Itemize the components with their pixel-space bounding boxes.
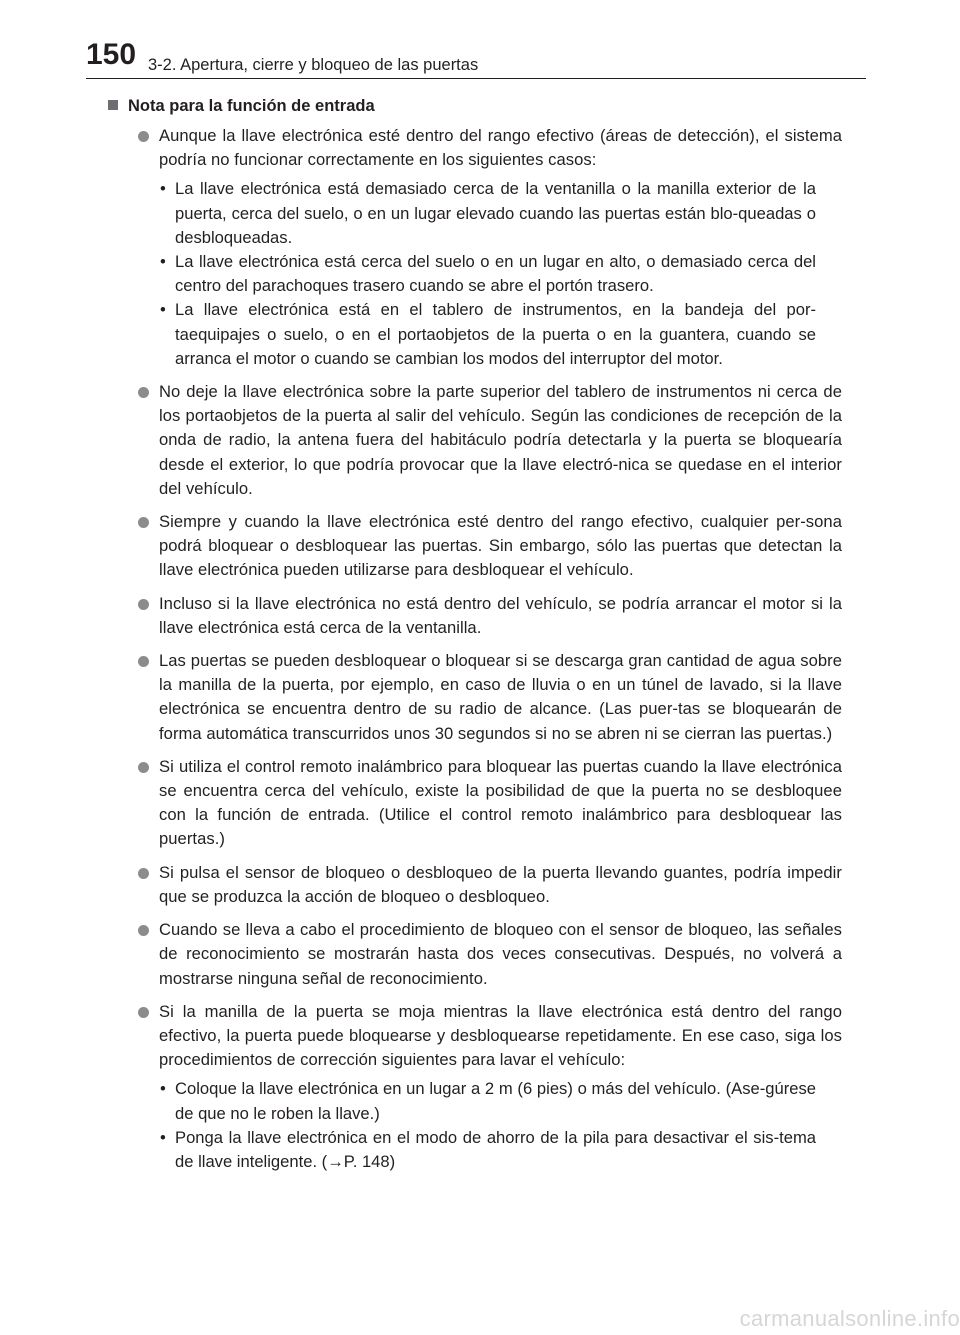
list-item-text: Si utiliza el control remoto inalámbrico para bloquear las puertas cuando la llave electrónica se encuentra cerca del vehículo, existe la posibilidad de que la puerta no se desbloquee con la función de entrada. (Utilice el control remoto inalámbrico para desbloquear las puertas.) [159,756,842,849]
sub-list-item [159,298,842,371]
header-rule [86,78,866,79]
list-item-text: No deje la llave electrónica sobre la parte superior del tablero de instrumentos ni cerca de los portaobjetos de la puerta al salir del vehículo. Según las condiciones de recepción de la onda de radio, la antena fuera del habitáculo podría detectarla y la puerta se bloquearía desde el exterior, lo que podría provocar que la llave electró-nica se quedase en el interior del vehículo. [159,382,842,498]
circle-bullet-icon [138,1007,149,1018]
dot-bullet-icon: • [160,179,166,199]
list-item [136,1000,842,1174]
sub-list-item [159,177,842,250]
page-header [86,38,866,78]
sub-list-item-text: Coloque la llave electrónica en un lugar a 2 m (6 pies) o más del vehículo. (Ase-gúrese de que no le roben la llave.) [175,1079,816,1123]
list-item [136,510,842,583]
list-item-text: Si pulsa el sensor de bloqueo o desbloqueo de la puerta llevando guantes, podría impedir que se produzca la acción de bloqueo o desbloqueo. [159,862,842,906]
list-item-text: Las puertas se pueden desbloquear o bloquear si se descarga gran cantidad de agua sobre la manilla de la puerta, por ejemplo, en caso de lluvia o en un túnel de lavado, si la llave electrónica se encuentra dentro de su radio de alcance. (Las puer-tas se bloquearán de forma automática transcurridos unos 30 segundos si no se abren ni se cierran las puertas.) [159,651,842,743]
sub-list [159,177,842,371]
section-heading [108,95,375,117]
circle-bullet-icon [138,599,149,610]
circle-bullet-icon [138,131,149,142]
list-item [136,755,842,852]
content-list [136,124,842,1183]
sub-list-item [159,250,842,298]
circle-bullet-icon [138,656,149,667]
circle-bullet-icon [138,925,149,936]
list-item [136,649,842,746]
list-item-text: Aunque la llave electrónica esté dentro del rango efectivo (áreas de detección), el sistema podría no funcionar correctamente en los siguientes casos: [159,126,842,170]
sub-list-item [159,1077,842,1125]
circle-bullet-icon [138,517,149,528]
chapter-title: 3-2. Apertura, cierre y bloqueo de las puertas [148,56,479,74]
dot-bullet-icon: • [160,300,166,320]
circle-bullet-icon [138,762,149,773]
watermark: carmanualsonline.info [739,1306,960,1331]
sub-list-item-text: Ponga la llave electrónica en el modo de ahorro de la pila para desactivar el sis-tema de llave inteligente. (→P. 148) [175,1127,816,1171]
sub-list-item [159,1126,842,1174]
section-title: Nota para la función de entrada [128,97,375,115]
square-bullet-icon [108,100,118,110]
dot-bullet-icon: • [160,1079,166,1099]
list-item-text: Siempre y cuando la llave electrónica esté dentro del rango efectivo, cualquier per-sona podrá bloquear o desbloquear las puertas. Sin embargo, sólo las puertas que detectan la llave electrónica pueden utilizarse para desbloquear el vehículo. [159,512,842,580]
list-item-text: Si la manilla de la puerta se moja mientras la llave electrónica está dentro del rango efectivo, la puerta puede bloquearse y desbloquearse repetidamente. En ese caso, siga los procedimientos de corrección siguientes para lavar el vehículo: [159,1001,842,1070]
list-item-text: Incluso si la llave electrónica no está dentro del vehículo, se podría arrancar el motor si la llave electrónica está cerca de la ventanilla. [159,593,842,637]
list-item [136,592,842,640]
dot-bullet-icon: • [160,252,166,272]
sub-list-item-text: La llave electrónica está cerca del suelo o en un lugar en alto, o demasiado cerca del centro del parachoques trasero cuando se abre el portón trasero. [175,252,816,296]
list-item [136,918,842,991]
page-number: 150 [86,38,137,71]
sub-list [159,1077,842,1174]
dot-bullet-icon: • [160,1127,166,1147]
list-item [136,861,842,909]
list-item-text: Cuando se lleva a cabo el procedimiento de bloqueo con el sensor de bloqueo, las señales de reconocimiento se mostrarán hasta dos veces consecutivas. Después, no volverá a mostrarse ninguna señal de reconocimiento. [159,920,842,988]
sub-list-item-text: La llave electrónica está demasiado cerca de la ventanilla o la manilla exterior de la puerta, cerca del suelo, o en un lugar elevado cuando las puertas están blo-queadas o desbloqueadas. [175,179,816,247]
list-item [136,124,842,371]
sub-list-item-text: La llave electrónica está en el tablero de instrumentos, en la bandeja del por-taequipajes o suelo, o en el portaobjetos de la puerta o en la guantera, cuando se arranca el motor o cuando se cambian los modos del interruptor del motor. [175,300,816,368]
list-item [136,380,842,501]
circle-bullet-icon [138,868,149,879]
circle-bullet-icon [138,387,149,398]
